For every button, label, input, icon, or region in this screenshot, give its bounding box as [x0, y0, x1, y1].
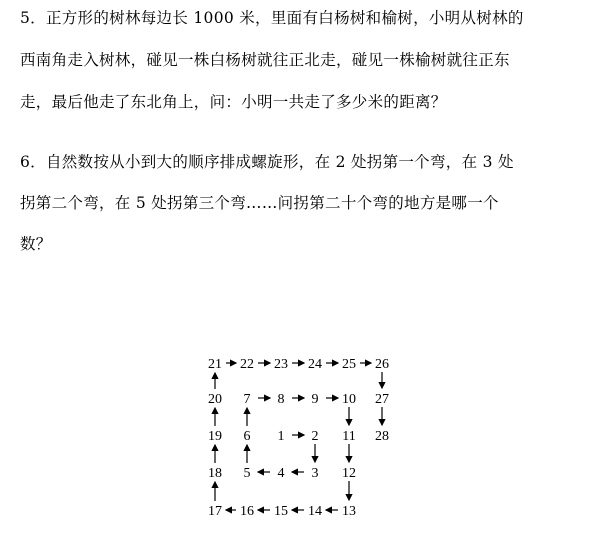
spiral-number-23: 23: [274, 357, 288, 372]
spiral-number-14: 14: [308, 504, 322, 519]
spiral-number-2: 2: [311, 429, 319, 444]
spiral-number-20: 20: [208, 392, 222, 407]
problem5-line1: 5．正方形的树林每边长 1000 米，里面有白杨树和榆树，小明从树林的: [20, 9, 524, 27]
spiral-number-11: 11: [342, 429, 356, 444]
spiral-number-13: 13: [342, 504, 356, 519]
spiral-number-1: 1: [277, 429, 285, 444]
problem6-line2: 拐第二个弯，在 5 处拐第三个弯……问拐第二十个弯的地方是哪一个: [20, 194, 499, 212]
spiral-number-15: 15: [274, 504, 288, 519]
spiral-number-3: 3: [311, 466, 319, 481]
spiral-number-19: 19: [208, 429, 222, 444]
problem6-line3: 数？: [20, 235, 52, 253]
spiral-number-27: 27: [375, 392, 389, 407]
spiral-number-10: 10: [342, 392, 356, 407]
spiral-number-6: 6: [243, 429, 251, 444]
spiral-number-16: 16: [240, 504, 254, 519]
problem5-line3: 走，最后他走了东北角上，问：小明一共走了多少米的距离？: [20, 93, 447, 111]
spiral-number-7: 7: [243, 392, 251, 407]
spiral-number-5: 5: [243, 466, 251, 481]
spiral-number-21: 21: [208, 357, 222, 372]
problem5-line2: 西南角走入树林，碰见一株白杨树就往正北走，碰见一株榆树就往正东: [20, 51, 510, 69]
problem6-line1: 6．自然数按从小到大的顺序排成螺旋形，在 2 处拐第一个弯，在 3 处: [20, 153, 514, 171]
spiral-number-25: 25: [342, 357, 356, 372]
spiral-number-9: 9: [311, 392, 319, 407]
spiral-number-8: 8: [277, 392, 285, 407]
spiral-number-22: 22: [240, 357, 254, 372]
number-spiral-diagram: [197, 345, 397, 525]
spiral-number-26: 26: [375, 357, 389, 372]
spiral-number-24: 24: [308, 357, 322, 372]
spiral-number-17: 17: [208, 504, 222, 519]
spiral-number-4: 4: [277, 466, 285, 481]
spiral-number-28: 28: [375, 429, 389, 444]
spiral-number-18: 18: [208, 466, 222, 481]
spiral-number-12: 12: [342, 466, 356, 481]
